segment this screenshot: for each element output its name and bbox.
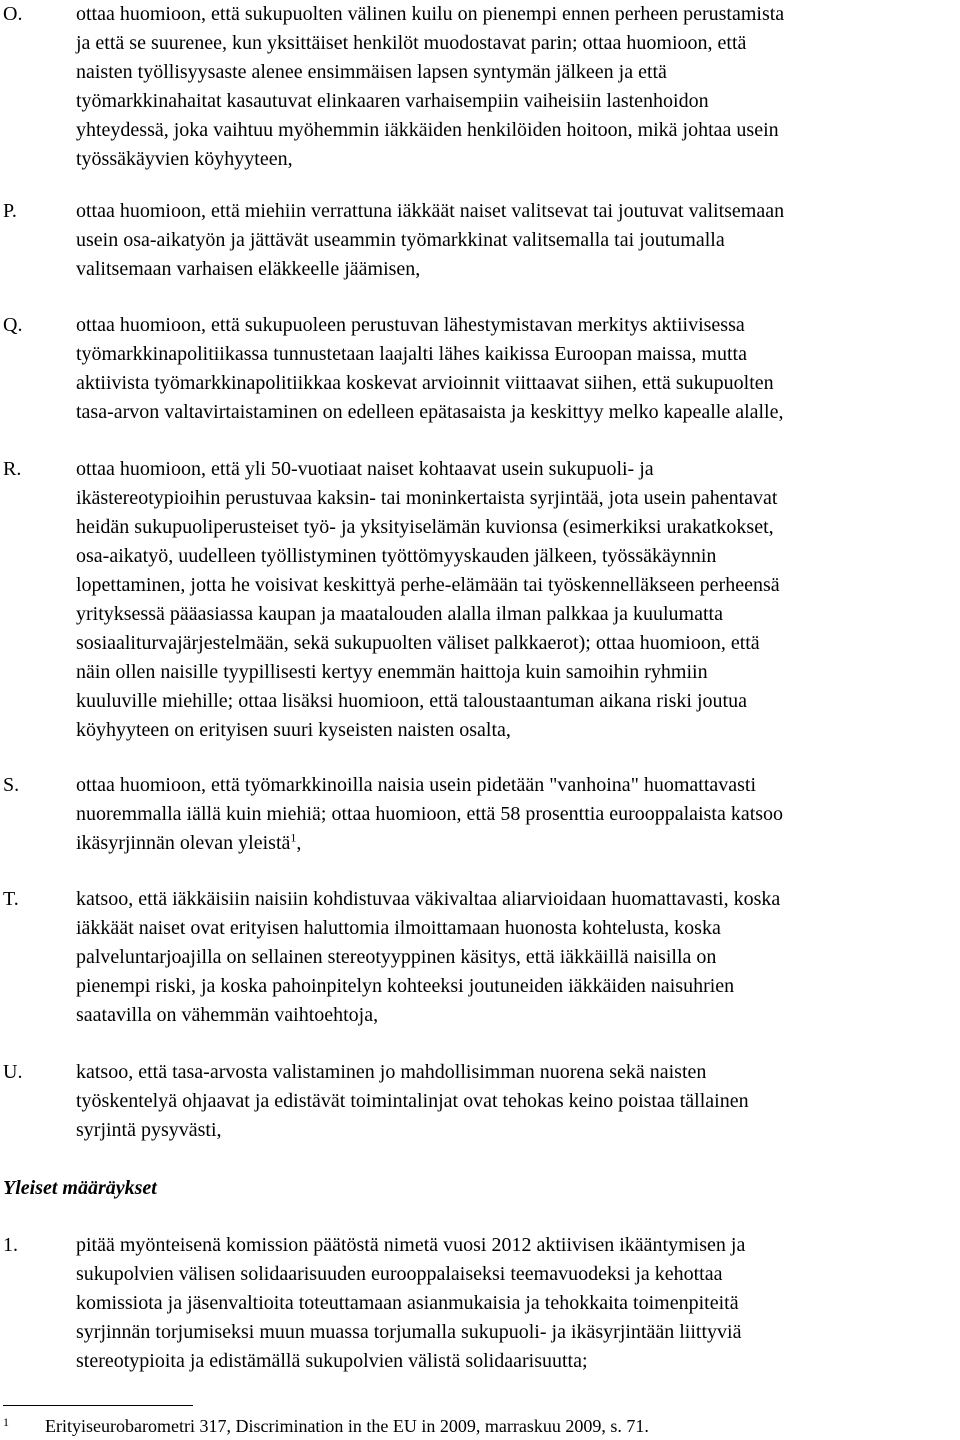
text-line: valitsemaan varhaisen eläkkeelle jäämisen, <box>76 258 421 280</box>
text-line: näin ollen naisille tyypillisesti kertyy enemmän haittoja kuin samoihin ryhmiin <box>76 661 708 683</box>
recital-marker: T. <box>3 888 19 910</box>
text-line: usein osa-aikatyön ja jättävät useammin työmarkkinat valitsemalla tai joutumalla <box>76 229 725 251</box>
text-line: ikästereotypioihin perustuvaa kaksin- tai moninkertaista syrjintää, jota usein pahentavat <box>76 487 778 509</box>
text-line: työmarkkinahaitat kasautuvat elinkaaren varhaisempiin vaiheisiin lastenhoidon <box>76 90 709 112</box>
text-line: työssäkäyvien köyhyyteen, <box>76 148 293 170</box>
text-line: ottaa huomioon, että työmarkkinoilla naisia usein pidetään "vanhoina" huomattavasti <box>76 774 757 796</box>
text-line: syrjintä pysyvästi, <box>76 1119 222 1141</box>
text-line: ottaa huomioon, että sukupuolten välinen kuilu on pienempi ennen perheen perustamista <box>76 3 785 25</box>
text-line: pitää myönteisenä komission päätöstä nimetä vuosi 2012 aktiivisen ikääntymisen ja <box>76 1234 746 1256</box>
recital-text <box>76 197 956 284</box>
text-line: heidän sukupuoliperusteiset työ- ja yksityiselämän kuvionsa (esimerkiksi urakatkokset, <box>76 516 774 538</box>
text-line: köyhyyteen on erityisen suuri kyseisten naisten osalta, <box>76 719 511 741</box>
text-line: yhteydessä, joka vaihtuu myöhemmin iäkkäiden henkilöiden hoitoon, mikä johtaa usein <box>76 119 779 141</box>
recital-text <box>76 771 956 858</box>
recital-text <box>76 0 956 174</box>
text-line: lopettaminen, jotta he voisivat keskittyä perhe-elämään tai työskennelläkseen perheensä <box>76 574 780 596</box>
text-line: pienempi riski, ja koska pahoinpitelyn kohteeksi joutuneiden iäkkäiden naisuhrien <box>76 975 735 997</box>
recital-marker: P. <box>3 200 17 222</box>
recital-text <box>76 455 956 745</box>
text-line: työskentelyä ohjaavat ja edistävät toimintalinjat ovat tehokas keino poistaa tällainen <box>76 1090 749 1112</box>
text-line: palveluntarjoajilla on sellainen stereotyyppinen käsitys, että iäkkäillä naisilla on <box>76 946 717 968</box>
text-line: ottaa huomioon, että yli 50-vuotiaat naiset kohtaavat usein sukupuoli- ja <box>76 458 654 480</box>
article-marker: 1. <box>3 1234 18 1256</box>
text-line: nuoremmalla iällä kuin miehiä; ottaa huomioon, että 58 prosenttia eurooppalaista katsoo <box>76 803 784 825</box>
recital-marker: U. <box>3 1061 23 1083</box>
recital-text <box>76 311 956 427</box>
text-line: osa-aikatyö, uudelleen työllistyminen työttömyyskauden jälkeen, työssäkäynnin <box>76 545 717 567</box>
text-line: stereotypioita ja edistämällä sukupolvien välistä solidaarisuutta; <box>76 1350 588 1372</box>
footnote-reference[interactable]: 1 <box>290 830 297 845</box>
text-line: komissiota ja jäsenvaltioita toteuttamaan asianmukaisia ja tehokkaita toimenpiteitä <box>76 1292 739 1314</box>
footnote-separator <box>3 1405 193 1406</box>
text-line: ja että se suurenee, kun yksittäiset henkilöt muodostavat parin; ottaa huomioon, että <box>76 32 747 54</box>
text-fragment: ikäsyrjinnän olevan yleistä <box>76 832 291 854</box>
text-line: katsoo, että iäkkäisiin naisiin kohdistuvaa väkivaltaa aliarvioidaan huomattavasti, koska <box>76 888 781 910</box>
text-line: yrityksessä pääasiassa kaupan ja maatalouden alalla ilman palkkaa ja kuulumatta <box>76 603 723 625</box>
text-line: ottaa huomioon, että sukupuoleen perustuvan lähestymistavan merkitys aktiivisessa <box>76 314 745 336</box>
text-line: sosiaaliturvajärjestelmään, sekä sukupuolten väliset palkkaerot); ottaa huomioon, että <box>76 632 760 654</box>
text-line: ottaa huomioon, että miehiin verrattuna iäkkäät naiset valitsevat tai joutuvat valitsemaan <box>76 200 785 222</box>
text-line: naisten työllisyysaste alenee ensimmäisen lapsen syntymän jälkeen ja että <box>76 61 667 83</box>
text-line: työmarkkinapolitiikassa tunnustetaan laajalti lähes kaikissa Euroopan maissa, mutta <box>76 343 747 365</box>
section-heading: Yleiset määräykset <box>3 1177 157 1199</box>
text-fragment: , <box>296 832 302 854</box>
article-text <box>76 1231 956 1376</box>
recital-marker: O. <box>3 3 23 25</box>
recital-text <box>76 885 956 1030</box>
text-line: katsoo, että tasa-arvosta valistaminen jo mahdollisimman nuorena sekä naisten <box>76 1061 707 1083</box>
recital-marker: Q. <box>3 314 23 336</box>
text-line: tasa-arvon valtavirtaistaminen on edelleen epätasaista ja keskittyy melko kapealle alalle, <box>76 401 784 423</box>
text-line: sukupolvien välisen solidaarisuuden eurooppalaiseksi teemavuodeksi ja kehottaa <box>76 1263 723 1285</box>
text-line: iäkkäät naiset ovat erityisen haluttomia ilmoittamaan huonosta kohtelusta, koska <box>76 917 721 939</box>
text-line-with-footnote <box>76 829 956 858</box>
recital-marker: R. <box>3 458 22 480</box>
text-line: kuuluville miehille; ottaa lisäksi huomioon, että taloustaantuman aikana riski joutua <box>76 690 747 712</box>
recital-marker: S. <box>3 774 20 796</box>
text-line: aktiivista työmarkkinapolitiikkaa koskevat arvioinnit viittaavat siihen, että sukupuolten <box>76 372 774 394</box>
recital-text <box>76 1058 956 1145</box>
footnote-text: Erityiseurobarometri 317, Discrimination in the EU in 2009, marraskuu 2009, s. 71. <box>45 1416 649 1436</box>
text-line: saatavilla on vähemmän vaihtoehtoja, <box>76 1004 379 1026</box>
footnote-number: 1 <box>3 1415 9 1429</box>
text-line: syrjinnän torjumiseksi muun muassa torjumalla sukupuoli- ja ikäsyrjintään liittyviä <box>76 1321 742 1343</box>
